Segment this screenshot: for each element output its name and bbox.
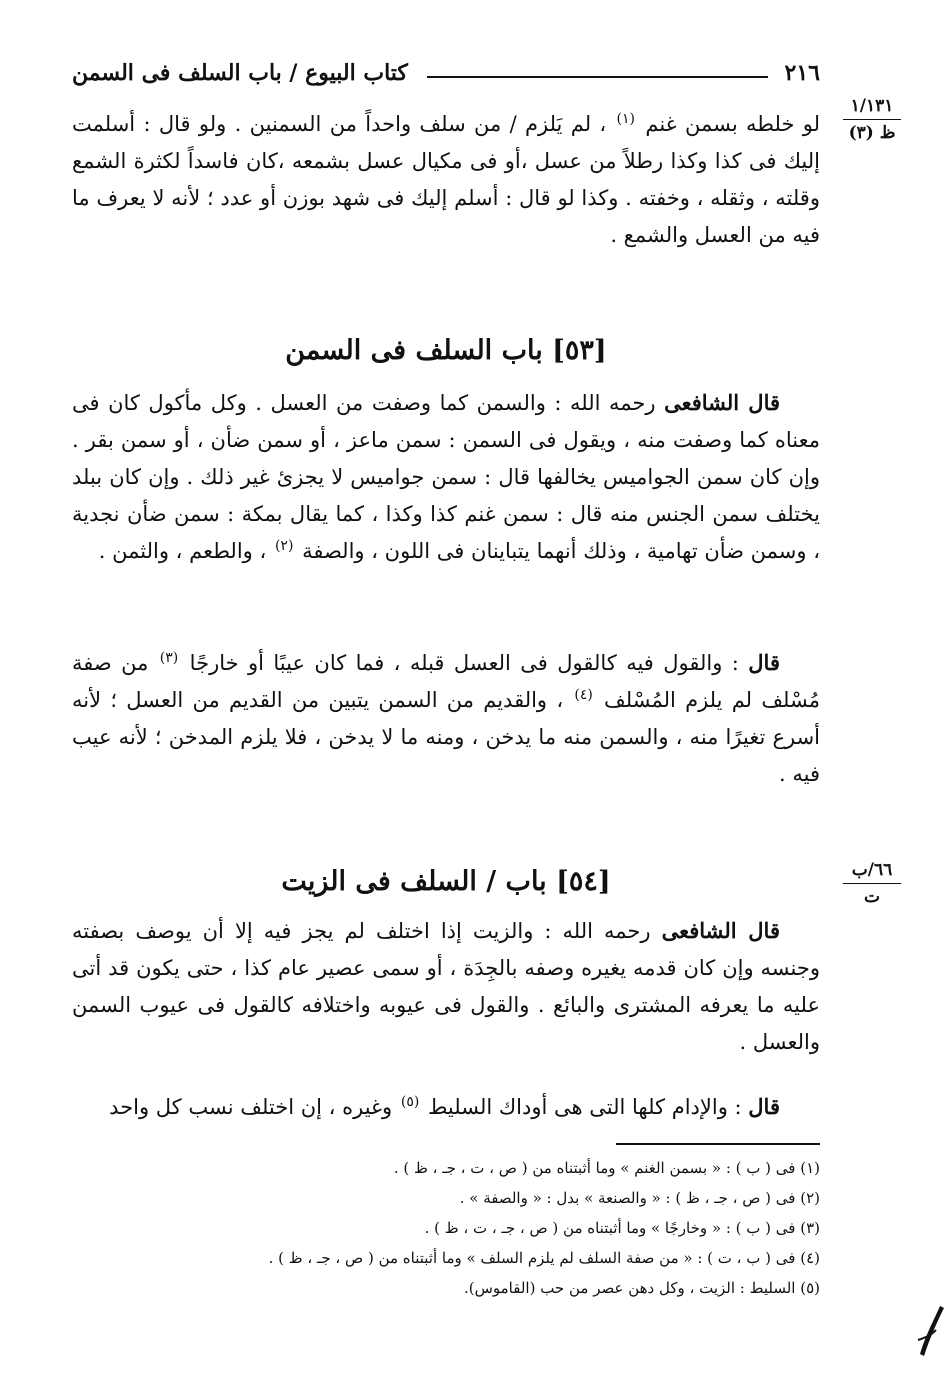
- margin-note-folio: [843, 96, 901, 143]
- paragraph-text: لو خلطه بسمن غنم: [637, 112, 820, 136]
- footnote: (٢) فى ( ص ، جـ ، ظ ) : « والصنعة » بدل : « والصفة » .: [459, 1189, 820, 1207]
- footnote-ref: (١): [616, 111, 636, 127]
- footnote: (١) فى ( ب ) : « بسمن الغنم » وما أثبتناه من ( ص ، ت ، جـ ، ظ ) .: [393, 1159, 820, 1177]
- body-paragraph: [72, 106, 820, 254]
- page-number: ٢١٦: [784, 60, 820, 86]
- margin-note-top: ٦٦/ب: [851, 860, 893, 880]
- margin-note-rule: [843, 119, 901, 120]
- margin-note-bottom: ظ (٣): [848, 123, 896, 143]
- margin-note-rule: [843, 883, 901, 884]
- pen-stroke-mark: [916, 1300, 946, 1360]
- margin-note-folio: [843, 860, 901, 907]
- paragraph-text: ، والقديم من السمن يتبين من القديم من العسل ؛ لأنه أسرع تغيرًا منه ، والسمن منه ما يدخن ، ومنه ما لا يدخن ، فلا يلزم المدخن ؛ لأنه عيب فيه .: [72, 688, 820, 786]
- speaker-label: قال: [748, 1094, 780, 1119]
- running-title: كتاب البيوع / باب السلف فى السمن: [72, 60, 408, 86]
- speaker-label: قال الشافعى: [664, 390, 781, 415]
- header-rule: [427, 76, 768, 78]
- margin-note-top: ١/١٣١: [850, 96, 894, 116]
- paragraph-text: رحمه الله : والزيت إذا اختلف لم يجز فيه إلا أن يوصف بصفته وجنسه وإن كان قدمه يغيره وصفه بالجِدَة ، أو سمى عصير عام كذا ، حتى يكون قد أتى عليه ما يعرفه المشترى والبائع . والقول فى عيوبه واختلافه كالقول فى عيوب السمن والعسل .: [72, 919, 820, 1054]
- paragraph-text: : والقول فيه كالقول فى العسل قبله ، فما كان عيبًا أو خارجًا: [180, 651, 749, 675]
- paragraph-text: من صفة مُسْلف لم يلزم المُسْلف: [72, 651, 820, 712]
- footnote-rule: [616, 1143, 820, 1145]
- running-header: [72, 58, 820, 90]
- footnote: (٣) فى ( ب ) : « وخارجًا » وما أثبتناه من ( ص ، جـ ، ت ، ظ ) .: [424, 1219, 820, 1237]
- margin-note-bottom: ت: [863, 887, 880, 907]
- section-heading: [٥٤] باب / السلف فى الزيت: [281, 866, 611, 897]
- speaker-label: قال الشافعى: [661, 918, 780, 943]
- footnote-ref: (٥): [400, 1094, 420, 1110]
- footnote: (٥) السليط : الزيت ، وكل دهن عصر من حب (القاموس).: [463, 1279, 820, 1297]
- footnote-ref: (٢): [274, 538, 294, 554]
- footnote-ref: (٤): [574, 687, 593, 703]
- body-paragraph: [72, 384, 820, 570]
- body-paragraph: [72, 912, 820, 1061]
- paragraph-text: ، والطعم ، والثمن .: [98, 539, 273, 563]
- body-paragraph: [72, 1088, 820, 1126]
- body-paragraph: [72, 644, 820, 793]
- footnote: (٤) فى ( ب ، ت ) : « من صفة السلف لم يلزم السلف » وما أثبتناه من ( ص ، جـ ، ظ ) .: [268, 1249, 820, 1267]
- footnote-ref: (٣): [159, 650, 179, 666]
- speaker-label: قال: [748, 650, 780, 675]
- paragraph-text: وغيره ، إن اختلف نسب كل واحد: [109, 1095, 399, 1119]
- section-heading: [٥٣] باب السلف فى السمن: [285, 335, 607, 366]
- paragraph-text: : والإدام كلها التى هى أوداك السليط: [421, 1095, 749, 1119]
- footnotes: [72, 1153, 820, 1303]
- paragraph-text: ، لم يَلزم / من سلف واحداً من السمنين . ولو قال : أسلمت إليك فى كذا وكذا رطلاً من عسل ،أو فى مكيال عسل بشمعه ،كان فاسداً لكثرة الشمع وقلته ، وثقله ، وخفته . وكذا لو قال : أسلم إليك فى شهد بوزن أو عدد ؛ لأنه لا يعرف ما فيه من العسل والشمع .: [72, 112, 820, 247]
- paragraph-text: رحمه الله : والسمن كما وصفت من العسل . وكل مأكول كان فى معناه كما وصفت منه ، ويقول فى السمن : سمن ماعز ، أو سمن ضأن ، أو سمن بقر . وإن كان سمن الجواميس يخالفها قال : سمن جواميس لا يجزئ غير ذلك . وإن كان ببلد يختلف سمن الجنس منه قال : سمن غنم كذا وكذا ، كما يقال بمكة : سمن ضأن نجدية ، وسمن ضأن تهامية ، وذلك أنهما يتباينان فى اللون ، والصفة: [72, 391, 820, 563]
